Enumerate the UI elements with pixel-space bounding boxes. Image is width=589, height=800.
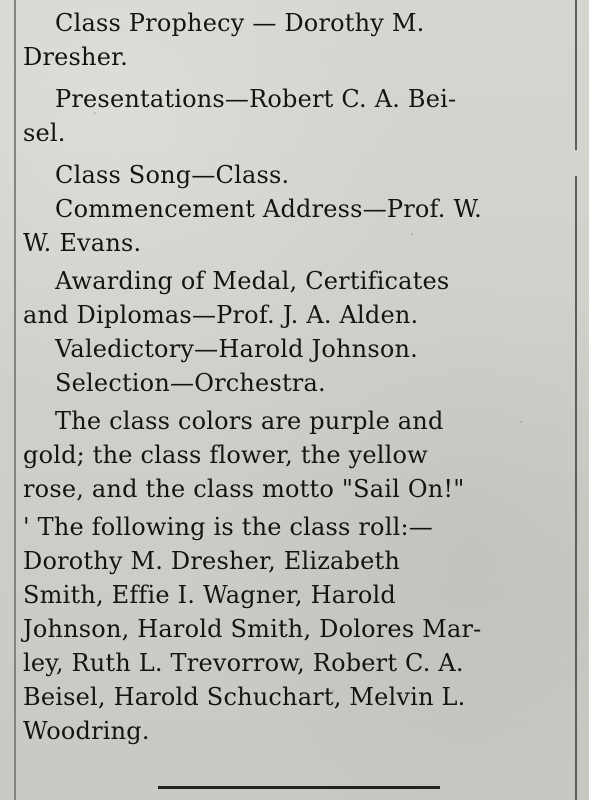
article-line-16: Dorothy M. Dresher, Elizabeth [23,547,401,575]
article-line-20: Beisel, Harold Schuchart, Melvin L. [23,683,466,711]
right-column-rule-upper [575,0,577,150]
left-column-rule [14,0,16,800]
article-line-19: ley, Ruth L. Trevorrow, Robert C. A. [23,649,464,677]
article-line-3: Presentations—Robert C. A. Bei- [55,85,457,113]
article-line-14: rose, and the class motto "Sail On!" [23,475,465,503]
article-line-7: W. Evans. [23,229,142,257]
article-line-9: and Diplomas—Prof. J. A. Alden. [23,301,419,329]
article-line-5: Class Song—Class. [55,161,290,189]
article-line-6: Commencement Address—Prof. W. [55,195,482,223]
article-line-10: Valedictory—Harold Johnson. [55,335,418,363]
article-line-17: Smith, Effie I. Wagner, Harold [23,581,396,609]
right-column-rule-lower [575,176,577,800]
article-line-11: Selection—Orchestra. [55,369,326,397]
article-line-15: ' The following is the class roll:— [23,513,433,541]
article-line-4: sel. [23,119,66,147]
article-line-12: The class colors are purple and [55,407,444,435]
paper-speck [94,112,96,114]
paper-speck [332,690,334,692]
article-text [23,6,573,748]
article-line-2: Dresher. [23,43,128,71]
article-line-1: Class Prophecy — Dorothy M. [55,9,425,37]
paper-speck [411,233,413,235]
article-line-13: gold; the class flower, the yellow [23,441,428,469]
article-line-18: Johnson, Harold Smith, Dolores Mar- [23,615,482,643]
paper-speck [520,421,522,423]
article-line-21: Woodring. [23,717,150,745]
paper-speck [233,566,235,568]
bottom-rule [158,786,440,789]
article-line-8: Awarding of Medal, Certificates [55,267,450,295]
